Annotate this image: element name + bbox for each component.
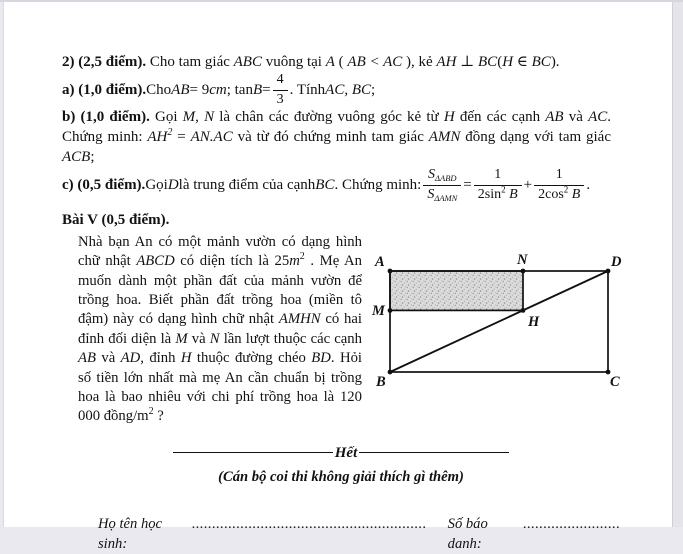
candidate-number-blank: ........................	[522, 515, 620, 532]
problem2-part-b: b) (1,0 điểm). Gọi M, N là chân các đường vuông góc kẻ từ H đến các cạnh AB và AC. Chứng minh: $AH^2 = AN.AC$ và từ đó chứng minh tam giác AMN đồng dạng với tam giác ACB;	[62, 109, 612, 166]
problem2-statement: 2) (2,5 điểm). Cho tam giác ABC vuông tại A ( AB < AC ), kẻ AH ⊥ BC(H ∈ BC).	[62, 54, 560, 70]
label-M: M	[372, 302, 385, 319]
label-N: N	[517, 251, 528, 268]
scan-edge-top	[0, 0, 683, 2]
point-B	[388, 369, 393, 374]
label-D: D	[611, 253, 622, 270]
end-divider	[62, 443, 620, 463]
bai5-paragraph: Nhà bạn An có một mảnh vườn có dạng hình chữ nhật ABCD có diện tích là $25m^2$ . Mẹ An muốn dành một phần đất của mảnh vườn để trồng hoa. Biết phần đất trồng hoa (miền tô đậm) này có dạng hình chữ nhật AMHN có hai đỉnh đối diện là M và N lần lượt thuộc các cạnh AB và AD, đỉnh H thuộc đường chéo BD. Hỏi số tiền lớn nhất mà mẹ An cần chuẩn bị trồng hoa là bao nhiêu với chi phí trồng hoa là 120 000 đồng/$m^2$ ?	[78, 233, 363, 425]
bai5-figure	[370, 244, 628, 427]
end-label: Hết	[334, 444, 358, 461]
divider-line-left	[173, 452, 333, 453]
exam-content	[4, 2, 672, 554]
problem2-part-a: a) (1,0 điểm). Cho AB = 9 cm ; tan B = $\frac{4}{3}$ . Tính AC, BC ;	[62, 72, 376, 107]
scan-edge-right	[672, 0, 683, 527]
exam-page	[3, 2, 672, 552]
bai5-heading: Bài V (0,5 điểm).	[62, 211, 170, 228]
candidate-number-label: Số báo danh:	[447, 515, 488, 552]
problem2-part-c: c) (0,5 điểm). Gọi D là trung điểm của cạnh BC . Chứng minh: $\frac{S_{\Delta ABD}}{S_{\Delta AMN}}$ = $\frac{1}{2\sin^2 B}$ + $\frac{1}{2\cos^2 B}$ .	[62, 167, 591, 204]
bai5-section	[62, 233, 620, 427]
point-H	[521, 308, 526, 313]
label-H: H	[528, 313, 540, 330]
label-A: A	[375, 253, 385, 270]
student-name-blank: ..........................................................	[191, 515, 427, 532]
divider-line-right	[359, 452, 509, 453]
point-D	[606, 268, 611, 273]
label-C: C	[610, 373, 620, 390]
rectangle-garden-figure	[370, 244, 628, 390]
point-A	[388, 268, 393, 273]
student-fields	[62, 514, 620, 554]
shaded-region-AMHN	[390, 271, 523, 310]
student-name-label: Họ tên học sinh:	[98, 515, 163, 552]
point-M	[388, 308, 393, 313]
proctor-note: (Cán bộ coi thi không giải thích gì thêm)	[218, 468, 464, 485]
label-B: B	[376, 373, 386, 390]
point-N	[521, 268, 526, 273]
